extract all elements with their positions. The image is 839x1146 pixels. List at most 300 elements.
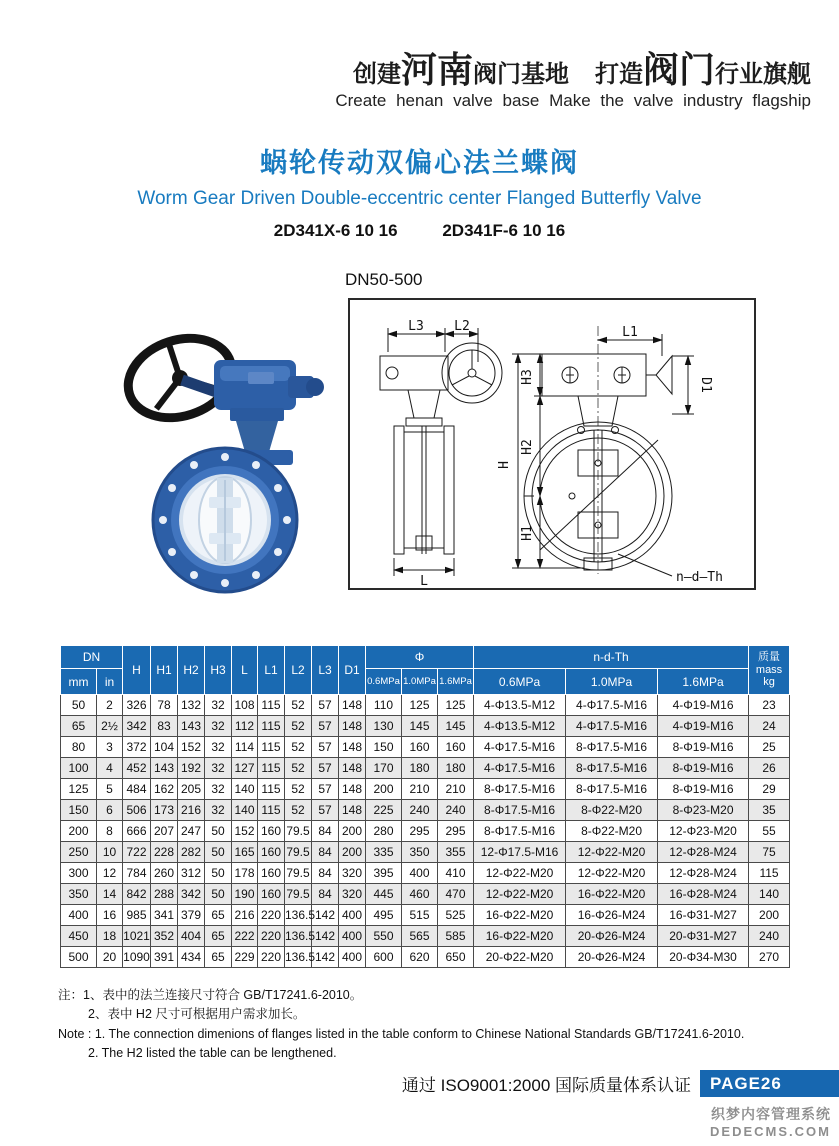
cell: 79.5 — [285, 884, 312, 905]
cell: 200 — [61, 821, 97, 842]
cell: 355 — [438, 842, 474, 863]
side-view — [380, 328, 502, 576]
cell: 160 — [258, 884, 285, 905]
cell: 280 — [366, 821, 402, 842]
table-row — [61, 926, 790, 947]
cell: 352 — [151, 926, 178, 947]
dim-label-h1: H1 — [520, 525, 535, 541]
cell: 10 — [97, 842, 123, 863]
cell: 23 — [749, 695, 790, 716]
cell: 228 — [151, 842, 178, 863]
cell: 16 — [97, 905, 123, 926]
cell: 12-Φ22-M20 — [474, 863, 566, 884]
cell: 8-Φ22-M20 — [566, 800, 658, 821]
cell: 84 — [312, 884, 339, 905]
slogan-cn-part: 创建 — [352, 61, 401, 88]
cell: 140 — [232, 800, 258, 821]
cell: 282 — [178, 842, 205, 863]
valve-disc — [199, 477, 251, 563]
cell: 210 — [438, 779, 474, 800]
cell: 132 — [178, 695, 205, 716]
technical-drawing — [348, 298, 756, 590]
cell: 75 — [749, 842, 790, 863]
col-header-h1: H1 — [151, 646, 178, 695]
col-header-phi-06: 0.6MPa — [366, 669, 402, 695]
col-header-h3: H3 — [205, 646, 232, 695]
front-view — [512, 326, 694, 576]
dim-label-l1: L1 — [622, 325, 638, 340]
cell: 8-Φ17.5-M16 — [474, 800, 566, 821]
cell: 2½ — [97, 716, 123, 737]
col-header-h: H — [123, 646, 151, 695]
cell: 115 — [258, 737, 285, 758]
cell: 210 — [402, 779, 438, 800]
cell: 20-Φ26-M24 — [566, 947, 658, 968]
table-row — [61, 695, 790, 716]
cell: 4-Φ17.5-M16 — [566, 695, 658, 716]
cell: 391 — [151, 947, 178, 968]
cell: 500 — [61, 947, 97, 968]
model-number-2: 2D341F-6 10 16 — [442, 221, 566, 240]
technical-drawing-svg — [350, 300, 754, 588]
cell: 24 — [749, 716, 790, 737]
cell: 207 — [151, 821, 178, 842]
cell: 115 — [258, 716, 285, 737]
slogan-cn-part: 打造 — [594, 61, 643, 88]
slogan-english: Create henan valve base Make the valve industry flagship — [335, 91, 811, 110]
mass-line-cn: 质量 — [758, 651, 781, 664]
cell: 152 — [232, 821, 258, 842]
col-header-ndth-06: 0.6MPa — [474, 669, 566, 695]
cell: 247 — [178, 821, 205, 842]
cell: 32 — [205, 758, 232, 779]
cell: 148 — [339, 695, 366, 716]
cell: 525 — [438, 905, 474, 926]
cell: 84 — [312, 863, 339, 884]
cell: 4-Φ13.5-M12 — [474, 716, 566, 737]
cell: 108 — [232, 695, 258, 716]
cell: 29 — [749, 779, 790, 800]
col-header-h2: H2 — [178, 646, 205, 695]
cell: 148 — [339, 800, 366, 821]
cell: 52 — [285, 800, 312, 821]
dim-label-h2: H2 — [520, 439, 535, 455]
cell: 8-Φ17.5-M16 — [474, 821, 566, 842]
cell: 585 — [438, 926, 474, 947]
cms-watermark — [710, 1104, 831, 1139]
cell: 2 — [97, 695, 123, 716]
col-header-l2: L2 — [285, 646, 312, 695]
cell: 200 — [366, 779, 402, 800]
drawing-dimension-labels — [408, 319, 723, 588]
cell: 160 — [258, 863, 285, 884]
cell: 8-Φ19-M16 — [658, 737, 749, 758]
cell: 216 — [178, 800, 205, 821]
cell: 16-Φ26-M24 — [566, 905, 658, 926]
valve-photo-image — [118, 320, 340, 605]
cell: 495 — [366, 905, 402, 926]
cell: 200 — [339, 842, 366, 863]
cell: 136.5 — [285, 905, 312, 926]
cell: 400 — [402, 863, 438, 884]
cell: 4-Φ13.5-M12 — [474, 695, 566, 716]
cell: 470 — [438, 884, 474, 905]
valve-photo-svg — [118, 320, 340, 600]
cell: 148 — [339, 716, 366, 737]
cell: 143 — [151, 758, 178, 779]
cell: 200 — [749, 905, 790, 926]
col-header-l3: L3 — [312, 646, 339, 695]
cell: 160 — [258, 821, 285, 842]
cell: 220 — [258, 947, 285, 968]
cell: 192 — [178, 758, 205, 779]
cell: 52 — [285, 695, 312, 716]
cell: 220 — [258, 926, 285, 947]
cell: 20-Φ26-M24 — [566, 926, 658, 947]
cell: 842 — [123, 884, 151, 905]
cell: 84 — [312, 821, 339, 842]
cell: 222 — [232, 926, 258, 947]
cell: 110 — [366, 695, 402, 716]
cell: 506 — [123, 800, 151, 821]
cell: 484 — [123, 779, 151, 800]
cell: 65 — [205, 926, 232, 947]
cell: 16-Φ22-M20 — [566, 884, 658, 905]
cell: 288 — [151, 884, 178, 905]
dim-label-l3: L3 — [408, 319, 424, 334]
cell: 32 — [205, 716, 232, 737]
table-row — [61, 905, 790, 926]
cell: 20 — [97, 947, 123, 968]
cell: 5 — [97, 779, 123, 800]
table-row — [61, 842, 790, 863]
watermark-cn: 织梦内容管理系统 — [711, 1106, 831, 1122]
cell: 57 — [312, 800, 339, 821]
cell: 8-Φ22-M20 — [566, 821, 658, 842]
cell: 372 — [123, 737, 151, 758]
cell: 8 — [97, 821, 123, 842]
cell: 57 — [312, 758, 339, 779]
table-row — [61, 758, 790, 779]
cell: 342 — [123, 716, 151, 737]
cell: 112 — [232, 716, 258, 737]
cell: 200 — [339, 821, 366, 842]
cell: 8-Φ17.5-M16 — [566, 737, 658, 758]
cell: 12 — [97, 863, 123, 884]
company-slogan — [335, 49, 811, 111]
cell: 12-Φ22-M20 — [566, 842, 658, 863]
cell: 148 — [339, 779, 366, 800]
cell: 50 — [205, 842, 232, 863]
cell: 14 — [97, 884, 123, 905]
dim-label-l2: L2 — [454, 319, 470, 334]
slogan-cn-part: 阀门 — [642, 49, 715, 90]
cell: 410 — [438, 863, 474, 884]
cell: 400 — [339, 905, 366, 926]
cell: 84 — [312, 842, 339, 863]
note-cn-2: 2、表中 H2 尺寸可根据用户需求加长。 — [88, 1007, 306, 1022]
dim-label-l: L — [420, 574, 428, 588]
cell: 55 — [749, 821, 790, 842]
cell: 79.5 — [285, 863, 312, 884]
mass-line-en: mass — [755, 663, 783, 676]
cell: 229 — [232, 947, 258, 968]
cell: 300 — [61, 863, 97, 884]
cell: 57 — [312, 716, 339, 737]
model-number-1: 2D341X-6 10 16 — [273, 221, 398, 240]
cell: 50 — [205, 821, 232, 842]
col-header-phi: Φ — [366, 646, 474, 669]
slogan-cn-part: 河南 — [400, 49, 473, 90]
cell: 16-Φ31-M27 — [658, 905, 749, 926]
cell: 173 — [151, 800, 178, 821]
cell: 115 — [258, 800, 285, 821]
cell: 650 — [438, 947, 474, 968]
cell: 16-Φ22-M20 — [474, 905, 566, 926]
cell: 12-Φ23-M20 — [658, 821, 749, 842]
cell: 115 — [258, 779, 285, 800]
cell: 57 — [312, 737, 339, 758]
cell: 350 — [402, 842, 438, 863]
cell: 115 — [258, 758, 285, 779]
cell: 4-Φ17.5-M16 — [474, 758, 566, 779]
slogan-cn-part: 行业旗舰 — [715, 61, 811, 88]
cell: 985 — [123, 905, 151, 926]
cell: 312 — [178, 863, 205, 884]
cell: 130 — [366, 716, 402, 737]
col-header-ndth: n-d-Th — [474, 646, 749, 669]
cell: 260 — [151, 863, 178, 884]
cell: 190 — [232, 884, 258, 905]
cell: 341 — [151, 905, 178, 926]
cell: 80 — [61, 737, 97, 758]
cell: 142 — [312, 947, 339, 968]
cell: 4-Φ17.5-M16 — [566, 716, 658, 737]
cell: 145 — [402, 716, 438, 737]
cell: 270 — [749, 947, 790, 968]
product-title-block — [0, 141, 839, 241]
cell: 180 — [438, 758, 474, 779]
cell: 350 — [61, 884, 97, 905]
dim-label-d1: D1 — [698, 377, 713, 393]
cell: 140 — [749, 884, 790, 905]
cell: 4-Φ17.5-M16 — [474, 737, 566, 758]
cell: 8-Φ17.5-M16 — [474, 779, 566, 800]
cell: 20-Φ22-M20 — [474, 947, 566, 968]
cell: 65 — [205, 947, 232, 968]
col-header-phi-10: 1.0MPa — [402, 669, 438, 695]
cell: 140 — [232, 779, 258, 800]
cell: 400 — [339, 947, 366, 968]
cell: 78 — [151, 695, 178, 716]
cell: 65 — [205, 905, 232, 926]
col-header-l: L — [232, 646, 258, 695]
cell: 100 — [61, 758, 97, 779]
cell: 240 — [402, 800, 438, 821]
cell: 150 — [366, 737, 402, 758]
cell: 178 — [232, 863, 258, 884]
col-header-mm: mm — [61, 669, 97, 695]
cell: 379 — [178, 905, 205, 926]
cell: 160 — [258, 842, 285, 863]
cell: 32 — [205, 737, 232, 758]
cell: 152 — [178, 737, 205, 758]
cell: 114 — [232, 737, 258, 758]
cell: 450 — [61, 926, 97, 947]
model-numbers — [0, 221, 839, 241]
cell: 8-Φ19-M16 — [658, 779, 749, 800]
slogan-chinese — [335, 49, 811, 90]
cell: 18 — [97, 926, 123, 947]
cell: 104 — [151, 737, 178, 758]
cell: 4-Φ19-M16 — [658, 695, 749, 716]
cell: 400 — [61, 905, 97, 926]
spec-table-wrap — [60, 645, 790, 968]
table-row — [61, 821, 790, 842]
cell: 620 — [402, 947, 438, 968]
cell: 115 — [258, 695, 285, 716]
cell: 4-Φ19-M16 — [658, 716, 749, 737]
col-header-d1: D1 — [339, 646, 366, 695]
cell: 8-Φ19-M16 — [658, 758, 749, 779]
cell: 127 — [232, 758, 258, 779]
cell: 784 — [123, 863, 151, 884]
cell: 12-Φ22-M20 — [566, 863, 658, 884]
footer — [402, 1070, 839, 1097]
cell: 515 — [402, 905, 438, 926]
cell: 666 — [123, 821, 151, 842]
slogan-cn-part: 阀门基地 — [472, 61, 569, 88]
cell: 1021 — [123, 926, 151, 947]
cell: 20-Φ31-M27 — [658, 926, 749, 947]
cell: 225 — [366, 800, 402, 821]
spec-table — [60, 645, 790, 968]
cell: 434 — [178, 947, 205, 968]
cell: 12-Φ28-M24 — [658, 863, 749, 884]
cell: 8-Φ23-M20 — [658, 800, 749, 821]
cell: 16-Φ28-M24 — [658, 884, 749, 905]
cell: 57 — [312, 695, 339, 716]
watermark-url: DEDECMS.COM — [710, 1124, 831, 1139]
cell: 79.5 — [285, 821, 312, 842]
cell: 6 — [97, 800, 123, 821]
cell: 1090 — [123, 947, 151, 968]
table-row — [61, 884, 790, 905]
cell: 220 — [258, 905, 285, 926]
cell: 35 — [749, 800, 790, 821]
cell: 160 — [438, 737, 474, 758]
cell: 125 — [402, 695, 438, 716]
cell: 148 — [339, 758, 366, 779]
cell: 32 — [205, 695, 232, 716]
cell: 460 — [402, 884, 438, 905]
cell: 25 — [749, 737, 790, 758]
col-header-phi-16: 1.6MPa — [438, 669, 474, 695]
col-header-mass — [749, 646, 790, 695]
cell: 4 — [97, 758, 123, 779]
cell: 160 — [402, 737, 438, 758]
cell: 3 — [97, 737, 123, 758]
product-title-cn: 蜗轮传动双偏心法兰蝶阀 — [260, 148, 579, 178]
cell: 136.5 — [285, 947, 312, 968]
cell: 565 — [402, 926, 438, 947]
table-header — [61, 646, 790, 695]
cell: 320 — [339, 863, 366, 884]
cell: 142 — [312, 905, 339, 926]
page-number-badge: PAGE26 — [700, 1070, 839, 1097]
col-header-dn: DN — [61, 646, 123, 669]
product-title-en: Worm Gear Driven Double-eccentric center Flanged Butterfly Valve — [137, 188, 702, 209]
table-row — [61, 737, 790, 758]
cell: 445 — [366, 884, 402, 905]
notes-block — [58, 986, 744, 1064]
col-header-in: in — [97, 669, 123, 695]
cell: 335 — [366, 842, 402, 863]
cell: 240 — [749, 926, 790, 947]
cell: 32 — [205, 800, 232, 821]
cell: 115 — [749, 863, 790, 884]
cell: 240 — [438, 800, 474, 821]
cell: 83 — [151, 716, 178, 737]
cell: 20-Φ34-M30 — [658, 947, 749, 968]
cell: 125 — [438, 695, 474, 716]
cell: 250 — [61, 842, 97, 863]
cell: 79.5 — [285, 842, 312, 863]
cell: 150 — [61, 800, 97, 821]
cell: 125 — [61, 779, 97, 800]
cell: 162 — [151, 779, 178, 800]
cell: 550 — [366, 926, 402, 947]
cell: 145 — [438, 716, 474, 737]
dim-label-h: H — [497, 461, 512, 469]
cell: 8-Φ17.5-M16 — [566, 779, 658, 800]
table-body — [61, 695, 790, 968]
mass-line-unit: kg — [763, 676, 775, 689]
cell: 722 — [123, 842, 151, 863]
cell: 52 — [285, 716, 312, 737]
cell: 148 — [339, 737, 366, 758]
cell: 136.5 — [285, 926, 312, 947]
cell: 50 — [61, 695, 97, 716]
table-row — [61, 716, 790, 737]
cell: 326 — [123, 695, 151, 716]
cell: 180 — [402, 758, 438, 779]
cell: 65 — [61, 716, 97, 737]
table-row — [61, 779, 790, 800]
cell: 400 — [339, 926, 366, 947]
cell: 16-Φ22-M20 — [474, 926, 566, 947]
cell: 165 — [232, 842, 258, 863]
note-en-2: 2. The H2 listed the table can be lengthened. — [88, 1046, 337, 1061]
cell: 216 — [232, 905, 258, 926]
cell: 342 — [178, 884, 205, 905]
cell: 320 — [339, 884, 366, 905]
col-header-l1: L1 — [258, 646, 285, 695]
table-row — [61, 800, 790, 821]
cell: 143 — [178, 716, 205, 737]
cell: 52 — [285, 758, 312, 779]
cell: 8-Φ17.5-M16 — [566, 758, 658, 779]
dn-range-label: DN50-500 — [345, 270, 423, 289]
dim-label-h3: H3 — [520, 369, 535, 385]
cell: 12-Φ17.5-M16 — [474, 842, 566, 863]
gearbox — [214, 360, 324, 410]
cell: 395 — [366, 863, 402, 884]
note-cn-1: 注：1、表中的法兰连接尺寸符合 GB/T17241.6-2010。 — [58, 988, 363, 1002]
cell: 12-Φ22-M20 — [474, 884, 566, 905]
table-row — [61, 863, 790, 884]
table-row — [61, 947, 790, 968]
